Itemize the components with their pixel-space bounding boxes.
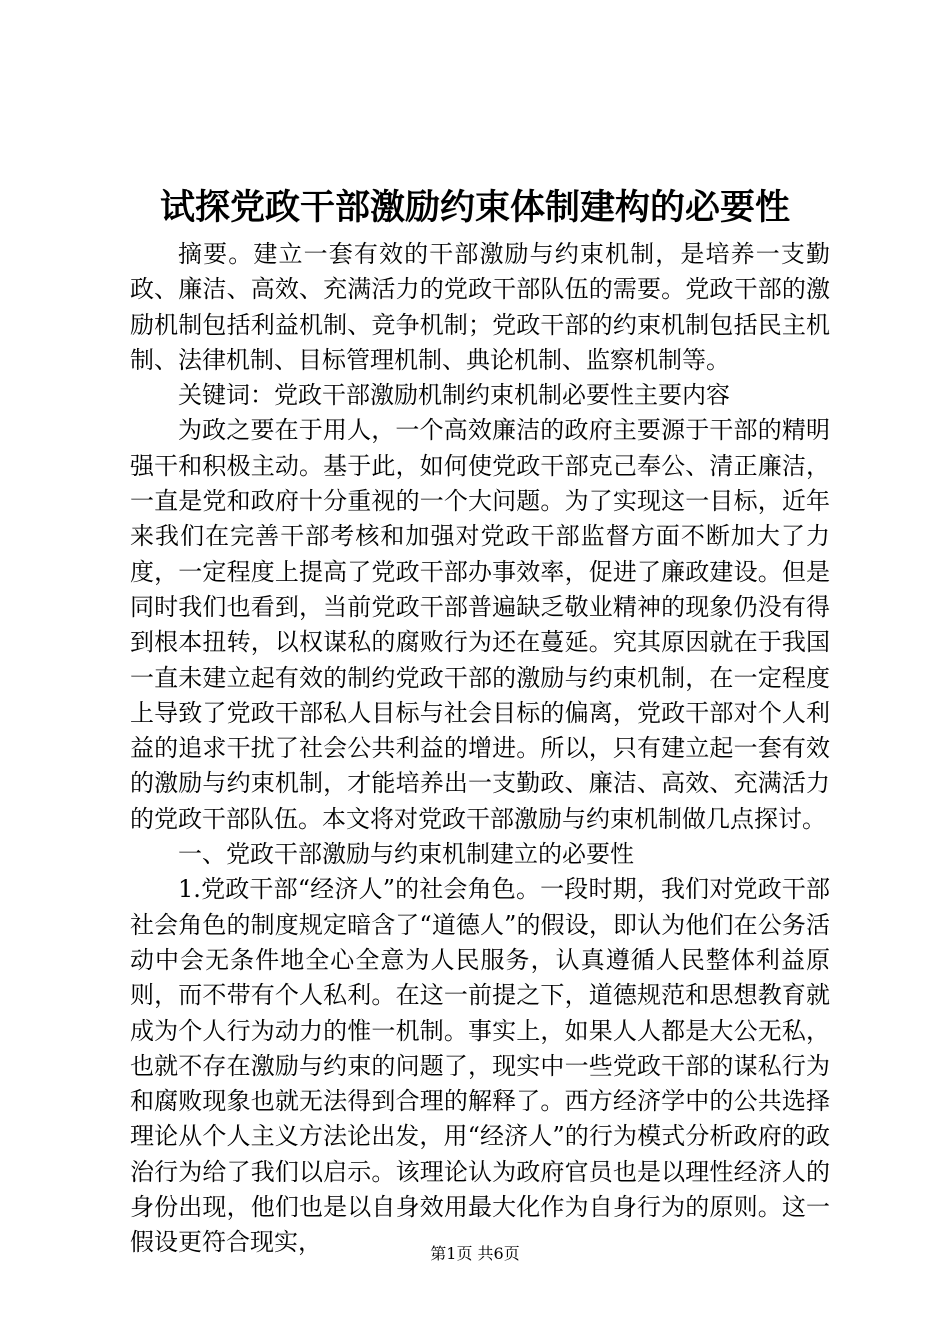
page-number-footer: 第1页 共6页 bbox=[430, 1244, 520, 1263]
abstract-paragraph: 摘要。建立一套有效的干部激励与约束机制，是培养一支勤政、廉洁、高效、充满活力的党政干部队伍的需要。党政干部的激励机制包括利益机制、竞争机制；党政干部的约束机制包括民主机制、法律机制、目标管理机制、典论机制、监察机制等。 bbox=[130, 240, 830, 374]
keywords-paragraph: 关键词：党政干部激励机制约束机制必要性主要内容 bbox=[178, 381, 730, 410]
document-body bbox=[130, 237, 830, 1261]
document-title: 试探党政干部激励约束体制建构的必要性 bbox=[159, 187, 790, 228]
section-paragraph: 1.党政干部“经济人”的社会角色。一段时期，我们对党政干部社会角色的制度规定暗含了“道德人”的假设，即认为他们在公务活动中会无条件地全心全意为人民服务，认真遵循人民整体利益原则，而不带有个人私利。在这一前提之下，道德规范和思想教育就成为个人行为动力的惟一机制。事实上，如果人人都是大公无私，也就不存在激励与约束的问题了，现实中一些党政干部的谋私行为和腐败现象也就无法得到合理的解释了。西方经济学中的公共选择理论从个人主义方法论出发，用“经济人”的行为模式分析政府的政治行为给了我们以启示。该理论认为政府官员也是以理性经济人的身份出现，他们也是以自身效用最大化作为自身行为的原则。这一假设更符合现实， bbox=[130, 875, 830, 1257]
intro-paragraph: 为政之要在于用人，一个高效廉洁的政府主要源于干部的精明强干和积极主动。基于此，如何使党政干部克己奉公、清正廉洁，一直是党和政府十分重视的一个大问题。为了实现这一目标，近年来我们在完善干部考核和加强对党政干部监督方面不断加大了力度，一定程度上提高了党政干部办事效率，促进了廉政建设。但是同时我们也看到，当前党政干部普遍缺乏敬业精神的现象仍没有得到根本扭转，以权谋私的腐败行为还在蔓延。究其原因就在于我国一直未建立起有效的制约党政干部的激励与约束机制，在一定程度上导致了党政干部私人目标与社会目标的偏离，党政干部对个人利益的追求干扰了社会公共利益的增进。所以，只有建立起一套有效的激励与约束机制，才能培养出一支勤政、廉洁、高效、充满活力的党政干部队伍。本文将对党政干部激励与约束机制做几点探讨。 bbox=[130, 416, 830, 833]
section-heading: 一、党政干部激励与约束机制建立的必要性 bbox=[178, 840, 634, 869]
